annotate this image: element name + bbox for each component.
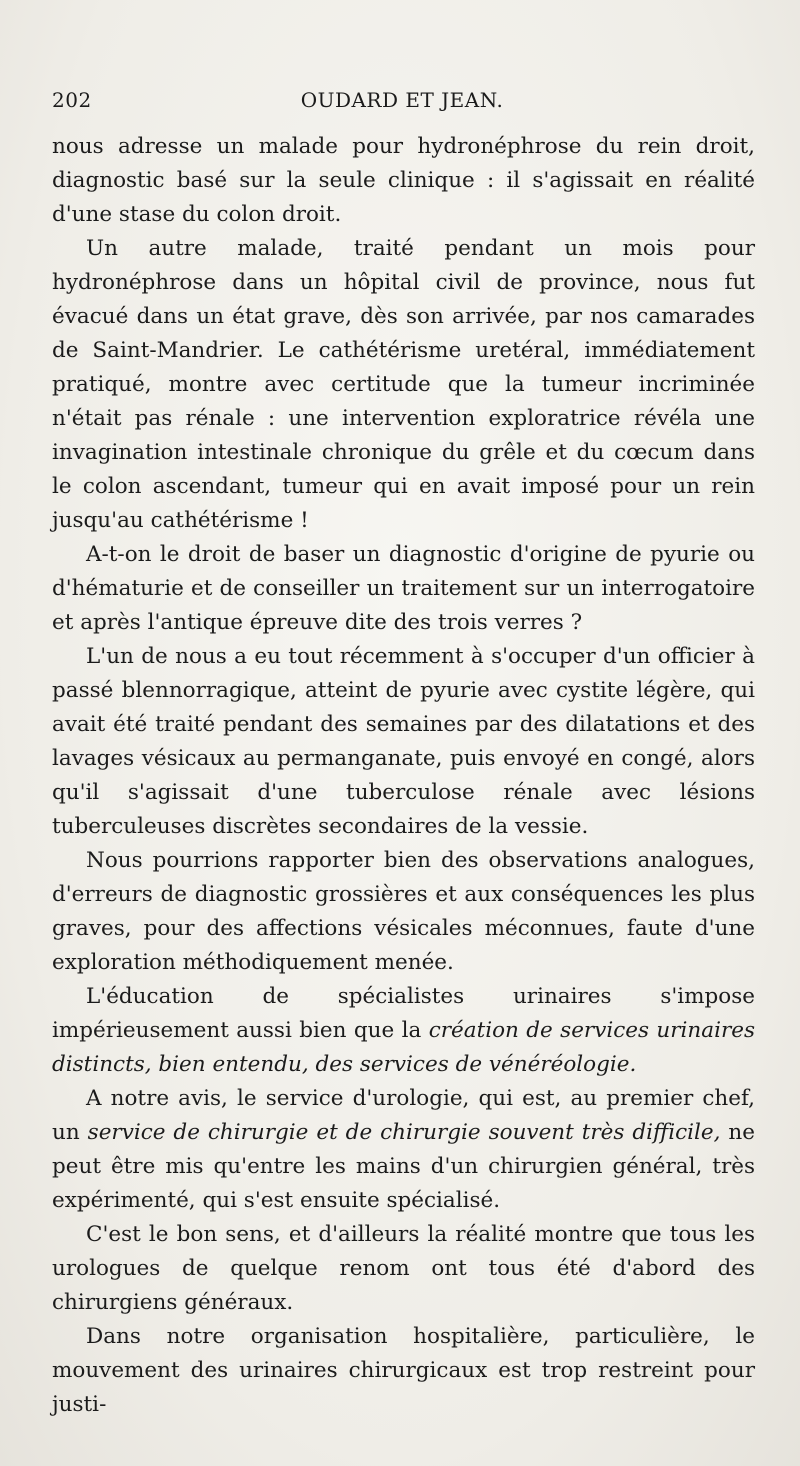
paragraph-7-text: A notre avis, le service d'urologie, qui est, au premier chef, un [52,1086,755,1145]
paragraph-7-tail: ne peut être mis qu'entre les mains d'un chirurgien général, très expérimenté, qui s'est ensuite spécialisé. [52,1120,755,1213]
paragraph-4: L'un de nous a eu tout récemment à s'occuper d'un officier à passé blennorragique, atteint de pyurie avec cystite légère, qui avait été traité pendant des semaines par des dilatations et des lavages vésicaux au permanganate, puis envoyé en congé, alors qu'il s'agissait d'une tuberculose rénale avec lésions tuberculeuses discrètes secondaires de la vessie. [52,644,755,839]
running-title: OUDARD ET JEAN. [300,88,504,112]
body-text [52,130,755,1422]
paragraph-9: Dans notre organisation hospitalière, particulière, le mouvement des urinaires chirurgicaux est trop restreint pour justi- [52,1324,755,1417]
page-number: 202 [52,88,92,112]
page-header [52,88,752,118]
paragraph-8: C'est le bon sens, et d'ailleurs la réalité montre que tous les urologues de quelque renom ont tous été d'abord des chirurgiens généraux. [52,1222,755,1315]
paragraph-6-italic: création de services urinaires distincts, bien entendu, des services de vénéréologie. [52,1018,755,1077]
paragraph-7 [52,1082,755,1218]
paragraph-7-italic: service de chirurgie et de chirurgie souvent très difficile, [87,1120,721,1145]
paragraph-6-text: L'éducation de spécialistes urinaires s'impose impérieusement aussi bien que la [52,984,755,1043]
paragraph-2: Un autre malade, traité pendant un mois pour hydronéphrose dans un hôpital civil de province, nous fut évacué dans un état grave, dès son arrivée, par nos camarades de Saint-Mandrier. Le cathétérisme uretéral, immédiatement pratiqué, montre avec certitude que la tumeur incriminée n'était pas rénale : une intervention exploratrice révéla une invagination intestinale chronique du grêle et du cœcum dans le colon ascendant, tumeur qui en avait imposé pour un rein jusqu'au cathétérisme ! [52,236,755,533]
paragraph-5: Nous pourrions rapporter bien des observations analogues, d'erreurs de diagnostic grossières et aux conséquences les plus graves, pour des affections vésicales méconnues, faute d'une exploration méthodiquement menée. [52,848,755,975]
paragraph-3: A-t-on le droit de baser un diagnostic d'origine de pyurie ou d'hématurie et de conseiller un traitement sur un interrogatoire et après l'antique épreuve dite des trois verres ? [52,542,755,635]
paragraph-1: nous adresse un malade pour hydronéphrose du rein droit, diagnostic basé sur la seule clinique : il s'agissait en réalité d'une stase du colon droit. [52,134,755,227]
paragraph-6 [52,980,755,1082]
